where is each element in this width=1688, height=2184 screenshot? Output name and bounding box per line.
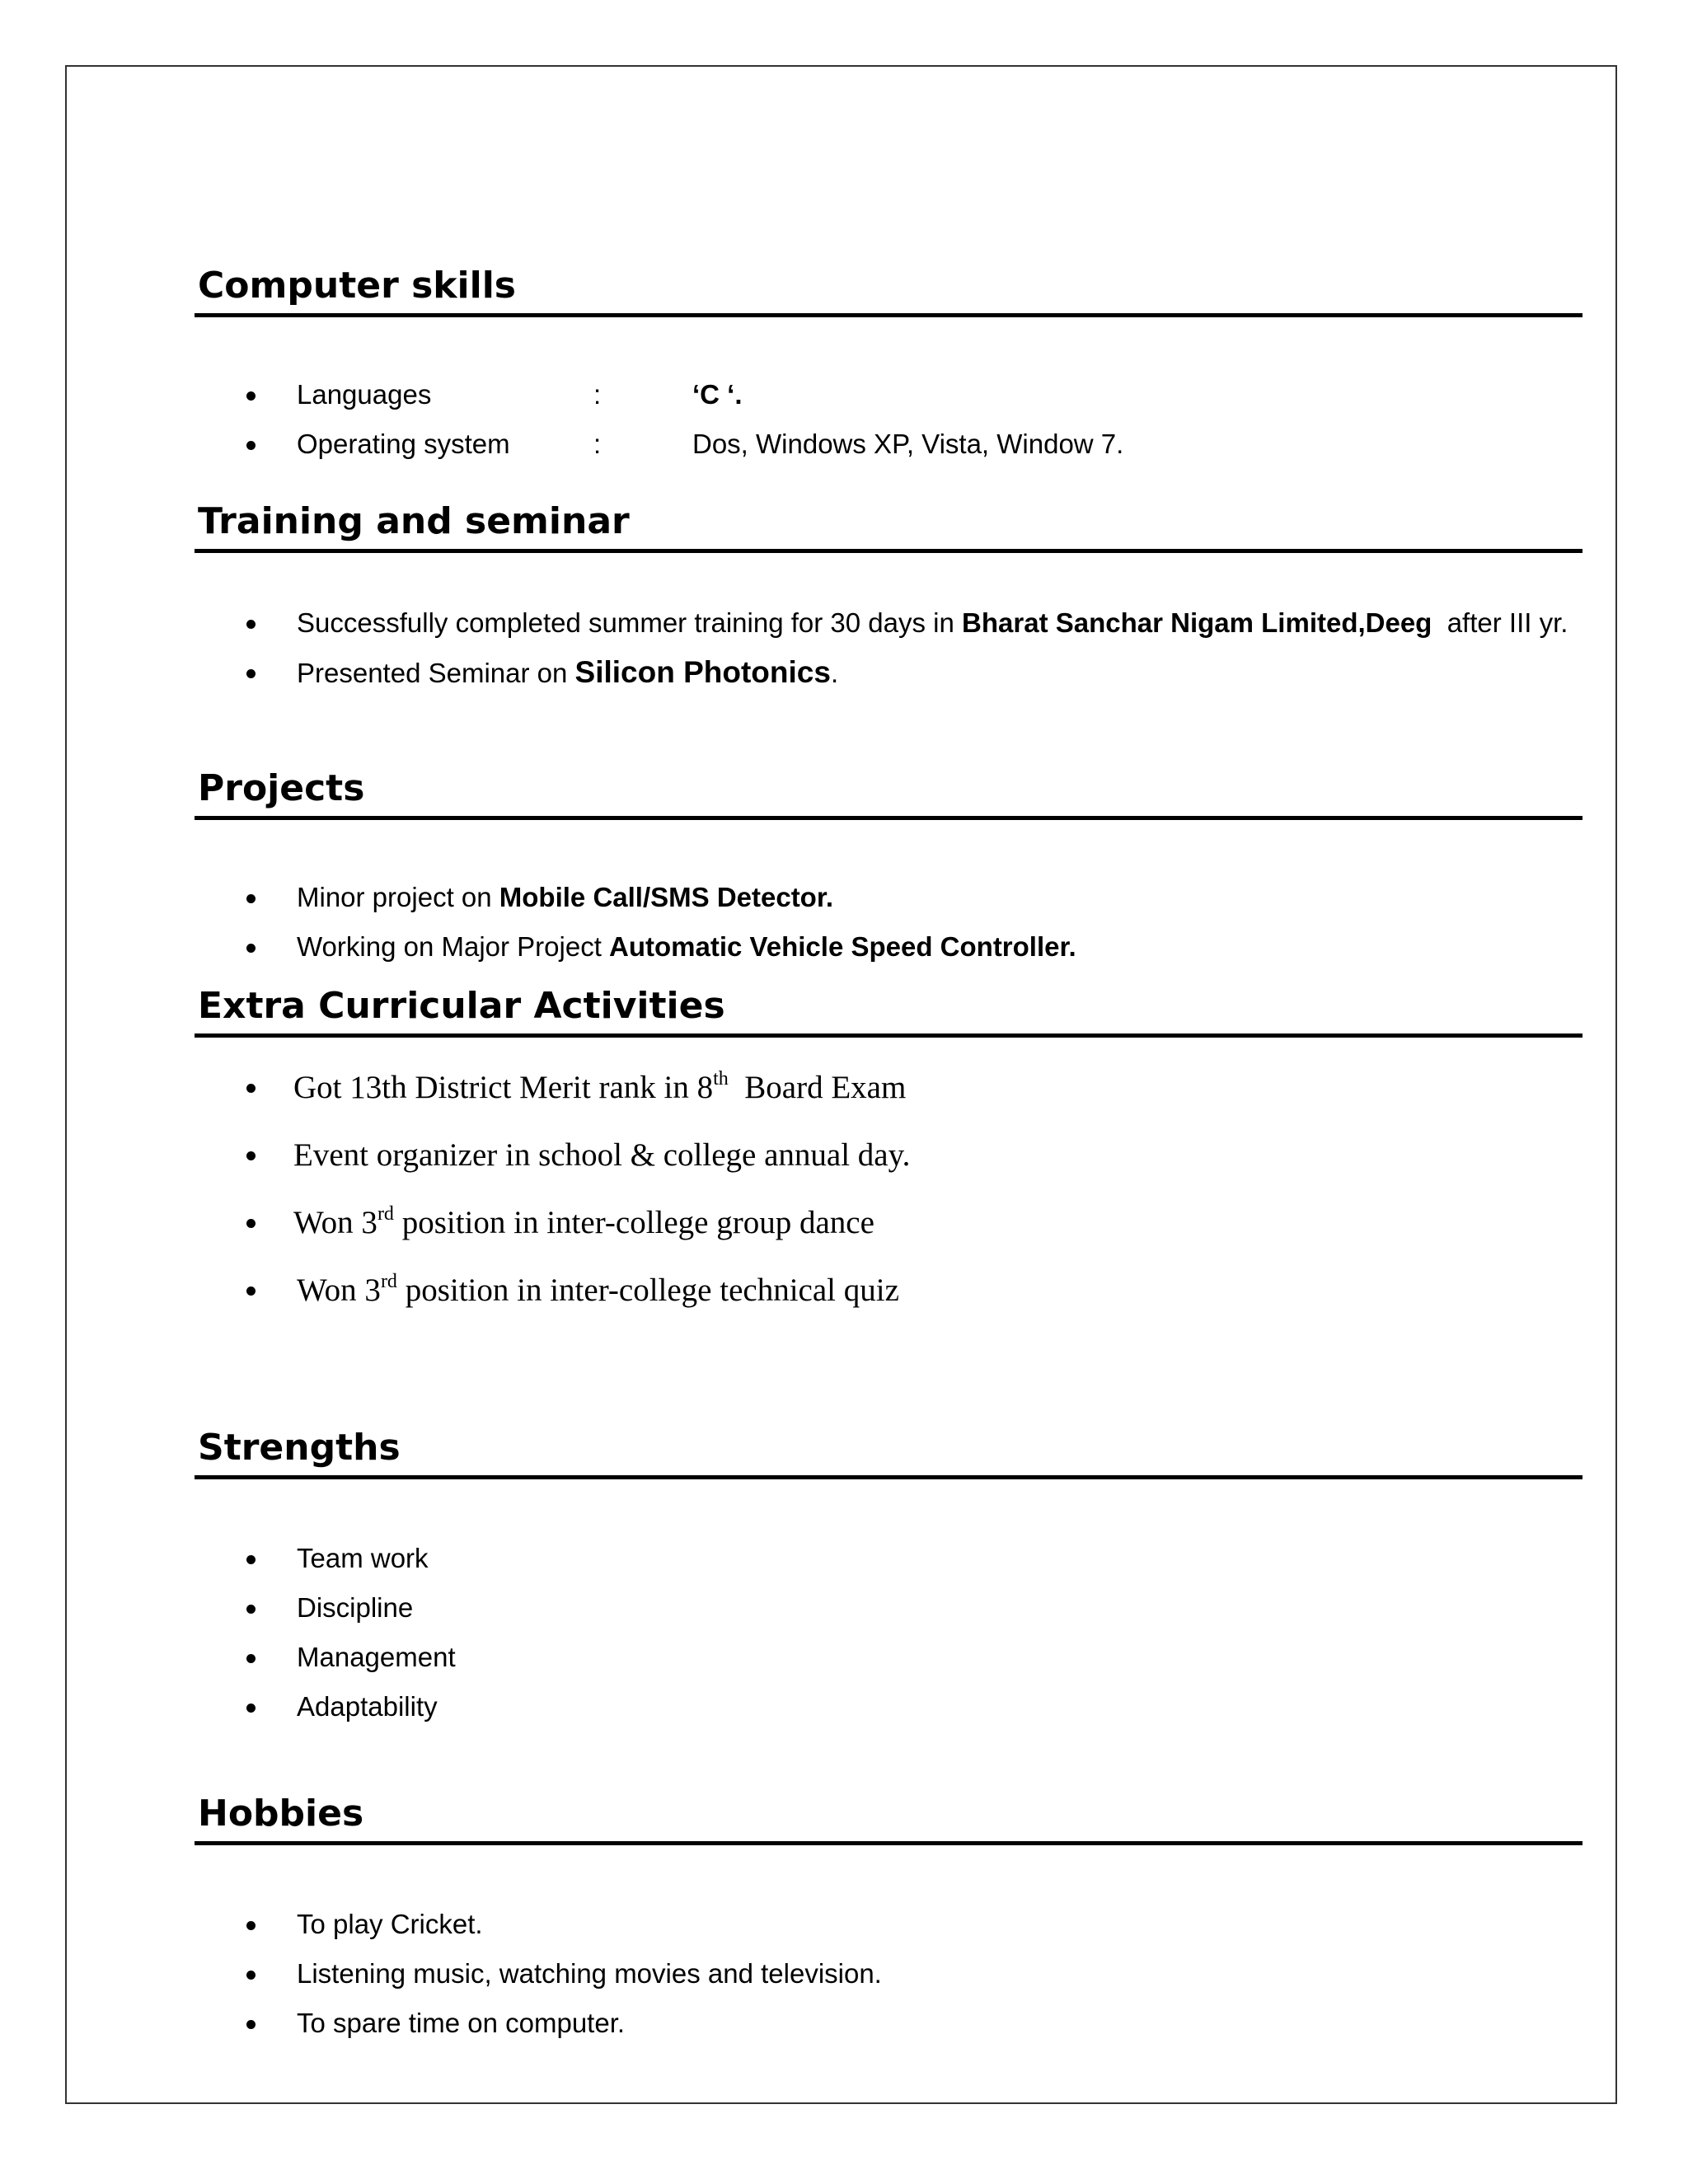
section-heading: Training and seminar: [198, 500, 630, 542]
section-divider: [195, 1033, 1582, 1038]
section-divider: [195, 816, 1582, 820]
item-text: Successfully completed summer training for 30 days in: [297, 607, 963, 638]
item-bold-text: Bharat Sanchar Nigam Limited,Deeg: [962, 607, 1432, 638]
section-heading: Computer skills: [198, 265, 516, 307]
item-text: .: [830, 658, 839, 688]
skill-label: Languages: [297, 379, 432, 410]
item-text: Minor project on: [297, 882, 499, 912]
superscript: rd: [377, 1203, 394, 1225]
section-divider: [195, 549, 1582, 553]
section-heading: Strengths: [198, 1427, 401, 1469]
item-text: position in inter-college technical quiz: [396, 1272, 899, 1308]
list-item: [195, 648, 1582, 698]
training-list: [195, 598, 1582, 698]
list-item: Management: [195, 1633, 1582, 1682]
item-text: after III yr.: [1432, 607, 1568, 638]
item-text: Working on Major Project: [297, 931, 610, 962]
skill-colon: :: [593, 429, 602, 459]
list-item: [195, 598, 1582, 648]
item-text: Board Exam: [728, 1070, 907, 1105]
section-heading: Projects: [198, 767, 365, 809]
item-text: Event organizer in school & college annual day.: [293, 1137, 911, 1173]
list-item: [195, 873, 1582, 922]
extra-list: [195, 1054, 1582, 1324]
superscript: rd: [380, 1271, 397, 1292]
list-item: [195, 1054, 1582, 1122]
hobbies-list: [195, 1900, 1582, 2048]
skills-list: [195, 370, 1582, 469]
section-extra-curricular: [195, 982, 1582, 1324]
item-text: position in inter-college group dance: [393, 1205, 874, 1240]
list-item: [195, 1122, 1582, 1189]
list-item: To play Cricket.: [195, 1900, 1582, 1949]
section-strengths: [195, 1424, 1582, 1732]
item-text: Won 3: [293, 1205, 377, 1240]
list-item: Discipline: [195, 1583, 1582, 1633]
section-heading: Extra Curricular Activities: [198, 985, 725, 1027]
section-heading: Hobbies: [198, 1793, 364, 1835]
section-hobbies: [195, 1790, 1582, 2048]
list-item: Listening music, watching movies and television.: [195, 1949, 1582, 1999]
list-item: Adaptability: [195, 1682, 1582, 1732]
item-bold-text: Silicon Photonics: [574, 655, 831, 689]
list-item: [195, 1257, 1582, 1324]
list-item: [195, 370, 1582, 419]
superscript: th: [713, 1068, 729, 1090]
projects-list: [195, 873, 1582, 972]
list-item: [195, 922, 1582, 972]
section-training: [195, 498, 1582, 698]
section-divider: [195, 1475, 1582, 1479]
skill-value: Dos, Windows XP, Vista, Window 7.: [692, 429, 1124, 459]
section-divider: [195, 1841, 1582, 1845]
skill-colon: :: [593, 379, 602, 410]
skill-value: ‘C ‘.: [692, 379, 743, 410]
item-text: Presented Seminar on: [297, 658, 575, 688]
list-item: [195, 419, 1582, 469]
item-text: Got 13th District Merit rank in 8: [293, 1070, 714, 1105]
item-text: Won 3: [297, 1272, 381, 1308]
strengths-list: [195, 1534, 1582, 1732]
section-divider: [195, 313, 1582, 317]
section-projects: [195, 765, 1582, 972]
skill-label: Operating system: [297, 429, 510, 459]
item-bold-text: Automatic Vehicle Speed Controller.: [609, 931, 1076, 962]
list-item: Team work: [195, 1534, 1582, 1583]
list-item: [195, 1189, 1582, 1257]
item-bold-text: Mobile Call/SMS Detector.: [499, 882, 834, 912]
section-computer-skills: [195, 262, 1582, 469]
list-item: To spare time on computer.: [195, 1999, 1582, 2048]
